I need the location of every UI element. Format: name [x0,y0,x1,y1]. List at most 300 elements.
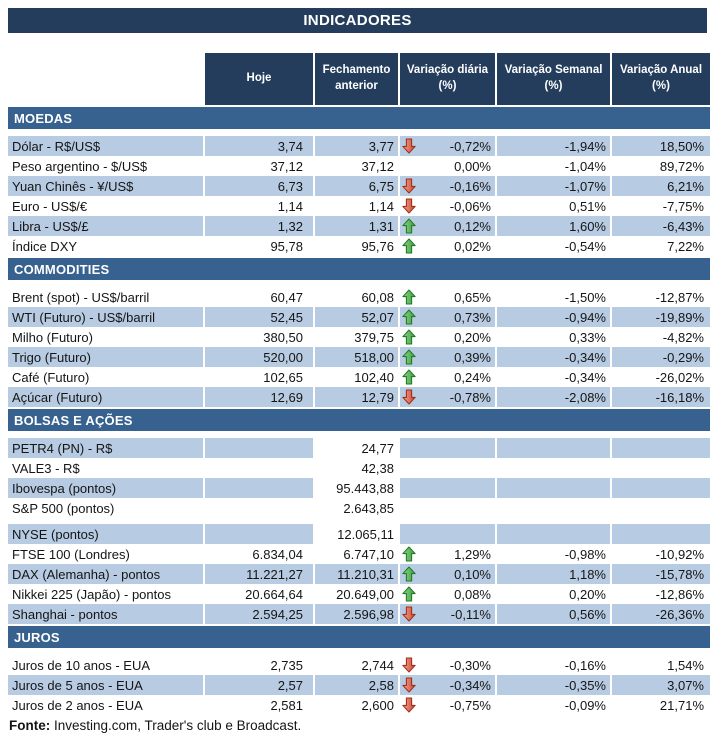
cell-variacao-semanal-value: -1,07% [564,178,606,194]
table-row [8,156,710,176]
table-row [8,524,710,544]
cell-variacao-semanal-value: -0,35% [564,677,606,693]
cell-variacao-anual-value: -6,43% [662,218,704,234]
row-label [8,387,205,407]
cell-variacao-semanal [497,216,612,236]
column-header-1: Fechamento anterior [315,53,400,105]
cell-variacao-anual [612,498,710,518]
cell-hoje [205,287,315,307]
cell-fechamento-anterior [315,176,400,196]
cell-hoje-value: 102,65 [263,369,303,385]
column-header-4: Variação Anual (%) [612,53,710,105]
cell-variacao-diaria-value: 1,29% [454,546,491,562]
cell-hoje [205,347,315,367]
cell-variacao-diaria-value: 0,02% [454,238,491,254]
cell-fechamento-anterior-value: 52,07 [361,309,394,325]
cell-fechamento-anterior [315,287,400,307]
cell-variacao-diaria-value: 0,73% [454,309,491,325]
cell-variacao-diaria [400,584,497,604]
cell-hoje [205,156,315,176]
cell-variacao-semanal [497,695,612,715]
cell-fechamento-anterior [315,156,400,176]
cell-fechamento-anterior-value: 12.065,11 [337,526,394,542]
cell-variacao-diaria [400,307,497,327]
cell-variacao-anual-value: 21,71% [659,697,704,713]
cell-hoje [205,675,315,695]
arrow-up-icon [402,289,416,305]
cell-variacao-anual [612,327,710,347]
cell-variacao-semanal [497,524,612,544]
cell-fechamento-anterior-value: 20.649,00 [336,586,394,602]
page-title: INDICADORES [303,12,412,29]
cell-variacao-anual-value: -16,18% [655,389,704,405]
cell-variacao-semanal [497,136,612,156]
cell-hoje [205,136,315,156]
row-label [8,176,205,196]
row-label [8,695,205,715]
arrow-up-icon [402,238,416,254]
row-label [8,327,205,347]
cell-variacao-anual [612,604,710,624]
cell-variacao-semanal [497,287,612,307]
cell-fechamento-anterior [315,695,400,715]
cell-variacao-diaria-value: -0,11% [450,606,491,622]
arrow-down-icon [402,606,416,622]
arrow-down-icon [402,677,416,693]
cell-variacao-anual-value: 7,22% [667,238,704,254]
arrow-down-icon [402,657,416,673]
cell-variacao-anual-value: -12,87% [655,289,704,305]
cell-hoje-value: 1,14 [277,198,303,214]
cell-hoje [205,236,315,256]
arrow-up-icon [402,566,416,582]
row-label-value: Ibovespa (pontos) [12,480,117,496]
cell-variacao-diaria [400,156,497,176]
cell-variacao-diaria [400,438,497,458]
cell-variacao-semanal-value: 1,18% [569,566,606,582]
row-label [8,478,205,498]
table-row [8,236,710,256]
row-label-value: Brent (spot) - US$/barril [12,289,150,305]
cell-variacao-semanal [497,236,612,256]
row-label [8,655,205,675]
table-row [8,584,710,604]
cell-variacao-diaria [400,675,497,695]
cell-hoje [205,564,315,584]
cell-variacao-anual [612,367,710,387]
cell-variacao-semanal-value: -0,54% [564,238,606,254]
cell-variacao-semanal [497,196,612,216]
cell-fechamento-anterior-value: 2,58 [368,677,394,693]
cell-variacao-anual [612,136,710,156]
cell-fechamento-anterior-value: 12,79 [361,389,394,405]
table-row [8,564,710,584]
cell-variacao-anual-value: -12,86% [655,586,704,602]
cell-fechamento-anterior-value: 1,14 [368,198,394,214]
cell-fechamento-anterior-value: 11.210,31 [337,566,394,582]
table-row [8,136,710,156]
cell-hoje-value: 20.664,64 [245,586,303,602]
cell-variacao-semanal-value: -0,34% [564,349,606,365]
cell-fechamento-anterior [315,236,400,256]
cell-fechamento-anterior [315,367,400,387]
cell-variacao-diaria-value: 0,00% [454,158,491,174]
cell-variacao-diaria [400,655,497,675]
cell-variacao-semanal-value: -1,50% [564,289,606,305]
cell-variacao-semanal-value: 0,20% [569,586,606,602]
cell-fechamento-anterior-value: 518,00 [354,349,394,365]
arrow-down-icon [402,138,416,154]
cell-variacao-anual-value: 6,21% [667,178,704,194]
cell-hoje [205,498,315,518]
cell-variacao-anual [612,544,710,564]
table-row [8,498,710,518]
cell-variacao-diaria [400,544,497,564]
cell-hoje-value: 60,47 [270,289,303,305]
row-label-value: Dólar - R$/US$ [12,138,101,154]
row-label [8,604,205,624]
source-text: Investing.com, Trader's club e Broadcast. [50,718,302,733]
arrow-up-icon [402,586,416,602]
cell-hoje-value: 6.834,04 [252,546,303,562]
cell-fechamento-anterior-value: 1,31 [368,218,394,234]
cell-fechamento-anterior [315,564,400,584]
cell-variacao-semanal [497,498,612,518]
cell-fechamento-anterior-value: 24,77 [361,440,394,456]
cell-variacao-diaria-value: 0,24% [454,369,491,385]
section-header-bolsas-e-acoes [8,409,710,431]
cell-hoje [205,176,315,196]
cell-hoje-value: 2,735 [270,657,303,673]
row-label-value: Juros de 10 anos - EUA [12,657,151,673]
row-label-value: Café (Futuro) [12,369,90,385]
cell-variacao-diaria [400,347,497,367]
cell-variacao-semanal-value: 0,56% [569,606,606,622]
cell-variacao-anual [612,287,710,307]
section-title: BOLSAS E AÇÕES [14,412,133,428]
column-header-3: Variação Semanal (%) [497,53,612,105]
cell-variacao-anual-value: -26,36% [655,606,704,622]
arrow-up-icon [402,546,416,562]
cell-fechamento-anterior-value: 3,77 [368,138,394,154]
row-label-value: Peso argentino - $/US$ [12,158,148,174]
cell-variacao-anual [612,387,710,407]
cell-variacao-anual-value: 1,54% [667,657,704,673]
cell-variacao-diaria-value: 0,65% [454,289,491,305]
cell-hoje [205,544,315,564]
cell-variacao-diaria-value: -0,06% [449,198,491,214]
cell-variacao-anual-value: -0,29% [662,349,704,365]
row-label-value: Libra - US$/£ [12,218,89,234]
table-row [8,367,710,387]
cell-variacao-anual [612,196,710,216]
cell-variacao-semanal [497,478,612,498]
cell-variacao-semanal [497,544,612,564]
section-header-moedas [8,107,710,129]
row-label-value: WTI (Futuro) - US$/barril [12,309,156,325]
cell-fechamento-anterior-value: 379,75 [354,329,394,345]
cell-fechamento-anterior [315,196,400,216]
cell-variacao-anual-value: -15,78% [655,566,704,582]
row-label-value: DAX (Alemanha) - pontos [12,566,161,582]
cell-variacao-semanal [497,675,612,695]
cell-variacao-diaria-value: -0,34% [449,677,491,693]
cell-fechamento-anterior [315,524,400,544]
cell-variacao-diaria-value: 0,10% [454,566,491,582]
row-label [8,458,205,478]
cell-variacao-diaria [400,136,497,156]
cell-variacao-semanal [497,564,612,584]
cell-hoje [205,584,315,604]
table-row [8,695,710,715]
cell-hoje [205,438,315,458]
row-label [8,675,205,695]
row-label [8,236,205,256]
cell-hoje-value: 52,45 [270,309,303,325]
cell-variacao-semanal-value: -0,94% [564,309,606,325]
cell-variacao-semanal [497,438,612,458]
cell-variacao-diaria [400,176,497,196]
table-row [8,287,710,307]
arrow-up-icon [402,309,416,325]
cell-fechamento-anterior-value: 6,75 [368,178,394,194]
cell-hoje [205,478,315,498]
cell-fechamento-anterior-value: 95,76 [361,238,394,254]
cell-fechamento-anterior [315,307,400,327]
table-row [8,438,710,458]
cell-variacao-anual [612,347,710,367]
cell-variacao-anual-value: 3,07% [667,677,704,693]
cell-hoje [205,307,315,327]
cell-fechamento-anterior-value: 6.747,10 [343,546,394,562]
section-title: JUROS [14,629,60,645]
cell-fechamento-anterior [315,327,400,347]
cell-variacao-semanal [497,347,612,367]
cell-variacao-diaria [400,287,497,307]
cell-variacao-semanal [497,387,612,407]
cell-fechamento-anterior [315,387,400,407]
cell-variacao-anual [612,176,710,196]
cell-variacao-semanal-value: -0,34% [564,369,606,385]
cell-variacao-diaria [400,524,497,544]
cell-hoje [205,695,315,715]
row-label [8,498,205,518]
section-header-juros [8,626,710,648]
row-label [8,136,205,156]
cell-fechamento-anterior [315,136,400,156]
cell-hoje [205,367,315,387]
cell-hoje [205,387,315,407]
cell-hoje [205,655,315,675]
row-label-value: Nikkei 225 (Japão) - pontos [12,586,171,602]
arrow-up-icon [402,369,416,385]
row-label-value: Juros de 2 anos - EUA [12,697,143,713]
cell-fechamento-anterior [315,458,400,478]
cell-variacao-diaria [400,478,497,498]
cell-variacao-diaria-value: 0,39% [454,349,491,365]
row-label-value: Yuan Chinês - ¥/US$ [12,178,134,194]
cell-variacao-diaria-value: 0,20% [454,329,491,345]
cell-hoje-value: 37,12 [270,158,303,174]
cell-variacao-semanal-value: -0,16% [564,657,606,673]
row-label [8,544,205,564]
row-label [8,156,205,176]
cell-fechamento-anterior [315,216,400,236]
row-label [8,347,205,367]
cell-hoje-value: 6,73 [277,178,303,194]
cell-variacao-semanal-value: 0,33% [569,329,606,345]
row-label-value: Trigo (Futuro) [12,349,91,365]
cell-variacao-diaria-value: -0,16% [449,178,491,194]
row-label [8,584,205,604]
row-label-value: PETR4 (PN) - R$ [12,440,113,456]
row-label [8,564,205,584]
cell-hoje [205,524,315,544]
cell-fechamento-anterior [315,498,400,518]
source-label: Fonte: [9,718,51,733]
row-label-value: S&P 500 (pontos) [12,500,115,516]
cell-fechamento-anterior [315,478,400,498]
cell-variacao-semanal-value: -0,98% [564,546,606,562]
cell-fechamento-anterior-value: 2.643,85 [343,500,394,516]
cell-variacao-diaria [400,216,497,236]
cell-variacao-diaria-value: 0,08% [454,586,491,602]
cell-variacao-anual [612,307,710,327]
cell-variacao-anual [612,584,710,604]
title-bar [8,8,707,33]
cell-hoje-value: 2,581 [270,697,303,713]
cell-variacao-diaria [400,695,497,715]
cell-hoje [205,327,315,347]
cell-hoje-value: 2,57 [277,677,303,693]
cell-hoje-value: 380,50 [263,329,303,345]
cell-variacao-diaria-value: -0,30% [449,657,491,673]
table-header [8,53,710,105]
cell-variacao-semanal [497,604,612,624]
cell-variacao-diaria [400,564,497,584]
cell-hoje-value: 520,00 [263,349,303,365]
row-label-value: VALE3 - R$ [12,460,80,476]
table-row [8,176,710,196]
table-row [8,458,710,478]
cell-fechamento-anterior [315,655,400,675]
cell-hoje-value: 1,32 [277,218,303,234]
row-label-value: Euro - US$/€ [12,198,88,214]
cell-variacao-semanal [497,327,612,347]
cell-variacao-semanal [497,655,612,675]
row-label-value: Índice DXY [12,238,78,254]
row-label-value: Juros de 5 anos - EUA [12,677,143,693]
cell-variacao-anual-value: -4,82% [662,329,704,345]
cell-fechamento-anterior [315,347,400,367]
table-row [8,327,710,347]
cell-variacao-semanal [497,176,612,196]
cell-variacao-anual [612,564,710,584]
table-row [8,478,710,498]
cell-fechamento-anterior-value: 60,08 [361,289,394,305]
arrow-down-icon [402,198,416,214]
table-row [8,604,710,624]
cell-variacao-anual [612,156,710,176]
arrow-down-icon [402,389,416,405]
row-label [8,216,205,236]
cell-variacao-diaria [400,458,497,478]
cell-variacao-semanal-value: -2,08% [564,389,606,405]
cell-variacao-semanal [497,307,612,327]
row-label [8,287,205,307]
table-row [8,387,710,407]
cell-fechamento-anterior-value: 2,600 [361,697,394,713]
cell-variacao-anual-value: 18,50% [659,138,704,154]
row-label-value: FTSE 100 (Londres) [12,546,130,562]
cell-variacao-semanal-value: -1,04% [564,158,606,174]
cell-variacao-anual-value: -10,92% [655,546,704,562]
cell-hoje-value: 95,78 [270,238,303,254]
table-row [8,216,710,236]
arrow-down-icon [402,178,416,194]
cell-fechamento-anterior-value: 2.596,98 [343,606,394,622]
source-note [8,718,710,733]
cell-hoje-value: 11.221,27 [246,566,303,582]
cell-fechamento-anterior [315,604,400,624]
cell-variacao-anual [612,458,710,478]
cell-variacao-diaria [400,498,497,518]
row-label-value: Shanghai - pontos [12,606,118,622]
cell-variacao-diaria [400,327,497,347]
cell-hoje [205,196,315,216]
cell-hoje-value: 2.594,25 [252,606,303,622]
table-row [8,196,710,216]
cell-variacao-semanal-value: 0,51% [569,198,606,214]
cell-variacao-diaria-value: -0,75% [449,697,491,713]
cell-fechamento-anterior-value: 95.443,88 [336,480,394,496]
table-row [8,655,710,675]
cell-variacao-semanal [497,367,612,387]
table-row [8,347,710,367]
cell-fechamento-anterior [315,438,400,458]
cell-variacao-anual [612,675,710,695]
row-label [8,367,205,387]
cell-variacao-semanal [497,584,612,604]
arrow-up-icon [402,218,416,234]
table-body [8,107,710,715]
column-header-0: Hoje [205,53,315,105]
cell-variacao-anual-value: -26,02% [655,369,704,385]
cell-variacao-diaria-value: -0,78% [449,389,491,405]
cell-variacao-diaria [400,236,497,256]
cell-variacao-anual [612,438,710,458]
arrow-up-icon [402,349,416,365]
cell-hoje-value: 3,74 [277,138,303,154]
cell-variacao-anual-value: 89,72% [659,158,704,174]
row-label [8,438,205,458]
cell-fechamento-anterior [315,675,400,695]
row-label-value: Açúcar (Futuro) [12,389,103,405]
cell-fechamento-anterior [315,544,400,564]
cell-variacao-anual [612,478,710,498]
cell-variacao-diaria-value: -0,72% [449,138,491,154]
cell-fechamento-anterior-value: 2,744 [361,657,394,673]
row-label [8,307,205,327]
table-row [8,675,710,695]
section-title: MOEDAS [14,110,73,126]
cell-hoje [205,604,315,624]
section-header-commodities [8,258,710,280]
cell-variacao-diaria [400,196,497,216]
cell-fechamento-anterior-value: 42,38 [361,460,394,476]
row-label [8,196,205,216]
cell-variacao-semanal [497,458,612,478]
